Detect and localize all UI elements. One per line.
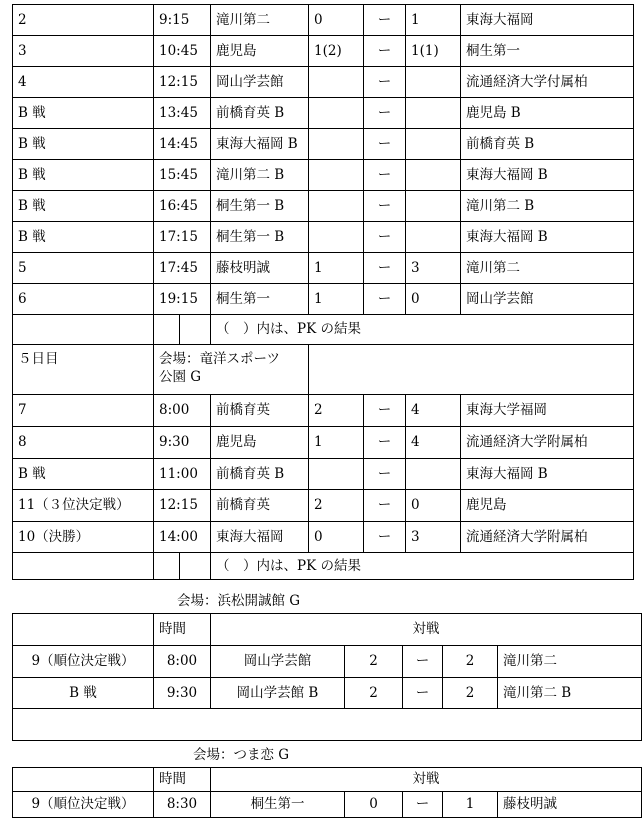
venue-line-2: 公園 G	[159, 369, 202, 386]
kickoff-time: 13:45	[154, 98, 211, 129]
match-number: 5	[13, 253, 154, 284]
home-score	[309, 160, 364, 191]
table-row	[13, 646, 642, 678]
kickoff-time: 19:15	[154, 284, 211, 315]
kickoff-time: 17:45	[154, 253, 211, 284]
kickoff-time: 12:15	[154, 67, 211, 98]
home-score: 2	[345, 678, 403, 709]
away-team: 藤枝明誠	[498, 792, 642, 818]
schedule-table-hamamatsu	[12, 613, 642, 741]
home-team: 藤枝明誠	[211, 253, 309, 284]
away-score: 2	[443, 678, 498, 709]
home-team: 前橋育英 B	[211, 98, 309, 129]
score-dash: ー	[364, 459, 406, 490]
score-dash: ー	[364, 98, 406, 129]
kickoff-time: 10:45	[154, 36, 211, 67]
table-row	[13, 98, 634, 129]
match-number: 11（３位決定戦）	[13, 490, 154, 522]
away-team: 滝川第二 B	[498, 678, 642, 709]
away-score	[406, 191, 461, 222]
schedule-table-main	[12, 4, 634, 580]
table-row	[13, 792, 642, 818]
home-score	[309, 191, 364, 222]
match-header: 対戦	[211, 768, 642, 792]
score-dash: ー	[403, 678, 443, 709]
home-team: 前橋育英	[211, 490, 309, 522]
away-score: 0	[406, 284, 461, 315]
empty-cell	[13, 553, 154, 580]
away-team: 鹿児島 B	[461, 98, 634, 129]
home-score	[309, 67, 364, 98]
day-venue-row	[13, 345, 634, 395]
home-team: 滝川第二 B	[211, 160, 309, 191]
home-score	[309, 459, 364, 490]
pk-note: （ ）内は、PK の結果	[211, 315, 634, 345]
table-header-row	[13, 768, 642, 792]
score-dash: ー	[364, 253, 406, 284]
home-score	[309, 98, 364, 129]
score-dash: ー	[364, 395, 406, 427]
match-number: B 戦	[13, 191, 154, 222]
score-dash: ー	[364, 5, 406, 36]
empty-cell	[13, 315, 154, 345]
table-row	[13, 395, 634, 427]
away-score	[406, 459, 461, 490]
home-team: 岡山学芸館 B	[211, 678, 345, 709]
score-dash: ー	[403, 646, 443, 678]
table-row	[13, 129, 634, 160]
match-number: 4	[13, 67, 154, 98]
kickoff-time: 9:15	[154, 5, 211, 36]
away-team: 滝川第二 B	[461, 191, 634, 222]
kickoff-time: 11:00	[154, 459, 211, 490]
away-score: 1	[443, 792, 498, 818]
kickoff-time: 8:00	[154, 395, 211, 427]
match-number: B 戦	[13, 459, 154, 490]
score-dash: ー	[403, 792, 443, 818]
match-number: 9（順位決定戦）	[13, 646, 154, 678]
away-score: 4	[406, 427, 461, 459]
home-score: 1	[309, 284, 364, 315]
table-row	[13, 522, 634, 553]
match-number: B 戦	[13, 129, 154, 160]
score-dash: ー	[364, 490, 406, 522]
home-score	[309, 222, 364, 253]
empty-cell	[13, 768, 154, 792]
score-dash: ー	[364, 36, 406, 67]
home-team: 岡山学芸館	[211, 646, 345, 678]
home-score: 1	[309, 253, 364, 284]
home-score: 2	[309, 490, 364, 522]
home-score: 1(2)	[309, 36, 364, 67]
home-score: 2	[309, 395, 364, 427]
away-team: 滝川第二	[461, 253, 634, 284]
home-score: 0	[309, 522, 364, 553]
table-row	[13, 490, 634, 522]
away-team: 滝川第二	[498, 646, 642, 678]
empty-cell	[180, 315, 211, 345]
venue-caption-hamamatsu: 会場：浜松開誠館 G	[177, 593, 301, 609]
away-score: 0	[406, 490, 461, 522]
match-number: 7	[13, 395, 154, 427]
match-number: 10（決勝）	[13, 522, 154, 553]
venue-label	[154, 345, 309, 395]
match-number: 6	[13, 284, 154, 315]
away-team: 流通経済大学付属柏	[461, 67, 634, 98]
away-team: 東海大福岡 B	[461, 160, 634, 191]
away-team: 流通経済大学附属柏	[461, 522, 634, 553]
away-score: 3	[406, 253, 461, 284]
away-team: 東海大福岡	[461, 5, 634, 36]
time-header: 時間	[154, 768, 211, 792]
away-score: 3	[406, 522, 461, 553]
table-row	[13, 36, 634, 67]
away-score: 1	[406, 5, 461, 36]
day-label: ５日目	[13, 345, 154, 395]
kickoff-time: 17:15	[154, 222, 211, 253]
away-score: 4	[406, 395, 461, 427]
kickoff-time: 14:00	[154, 522, 211, 553]
home-team: 鹿児島	[211, 36, 309, 67]
score-dash: ー	[364, 191, 406, 222]
table-row	[13, 67, 634, 98]
score-dash: ー	[364, 67, 406, 98]
kickoff-time: 16:45	[154, 191, 211, 222]
kickoff-time: 9:30	[154, 427, 211, 459]
home-team: 東海大福岡 B	[211, 129, 309, 160]
away-score	[406, 129, 461, 160]
match-header: 対戦	[211, 614, 642, 646]
away-team: 鹿児島	[461, 490, 634, 522]
score-dash: ー	[364, 222, 406, 253]
away-score: 1(1)	[406, 36, 461, 67]
home-team: 桐生第一	[211, 792, 345, 818]
score-dash: ー	[364, 522, 406, 553]
score-dash: ー	[364, 160, 406, 191]
pk-note: （ ）内は、PK の結果	[211, 553, 634, 580]
home-team: 鹿児島	[211, 427, 309, 459]
match-number: 8	[13, 427, 154, 459]
empty-cell	[154, 553, 180, 580]
table-row	[13, 427, 634, 459]
home-team: 東海大福岡	[211, 522, 309, 553]
table-row	[13, 253, 634, 284]
home-score: 0	[345, 792, 403, 818]
kickoff-time: 9:30	[154, 678, 211, 709]
away-score	[406, 222, 461, 253]
table-row	[13, 191, 634, 222]
home-team: 前橋育英 B	[211, 459, 309, 490]
score-dash: ー	[364, 129, 406, 160]
match-number: B 戦	[13, 98, 154, 129]
pk-note-row	[13, 553, 634, 580]
table-row	[13, 678, 642, 709]
home-team: 前橋育英	[211, 395, 309, 427]
score-dash: ー	[364, 284, 406, 315]
kickoff-time: 8:00	[154, 646, 211, 678]
away-team: 東海大福岡 B	[461, 222, 634, 253]
empty-row	[13, 709, 642, 741]
match-number: B 戦	[13, 160, 154, 191]
empty-cell	[13, 614, 154, 646]
match-number: B 戦	[13, 222, 154, 253]
table-row	[13, 459, 634, 490]
home-team: 桐生第一	[211, 284, 309, 315]
score-dash: ー	[364, 427, 406, 459]
away-team: 前橋育英 B	[461, 129, 634, 160]
venue-caption-tsumakoi: 会場：つま恋 G	[193, 747, 290, 763]
match-number: 9（順位決定戦）	[13, 792, 154, 818]
away-team: 岡山学芸館	[461, 284, 634, 315]
table-row	[13, 5, 634, 36]
kickoff-time: 8:30	[154, 792, 211, 818]
match-number: 2	[13, 5, 154, 36]
away-team: 東海大福岡 B	[461, 459, 634, 490]
empty-cell	[180, 553, 211, 580]
home-team: 桐生第一 B	[211, 191, 309, 222]
away-team: 東海大学福岡	[461, 395, 634, 427]
away-score: 2	[443, 646, 498, 678]
away-team: 流通経済大学附属柏	[461, 427, 634, 459]
kickoff-time: 15:45	[154, 160, 211, 191]
away-score	[406, 160, 461, 191]
away-team: 桐生第一	[461, 36, 634, 67]
empty-cell	[154, 315, 180, 345]
kickoff-time: 12:15	[154, 490, 211, 522]
home-team: 桐生第一 B	[211, 222, 309, 253]
match-number: B 戦	[13, 678, 154, 709]
home-score: 1	[309, 427, 364, 459]
schedule-table-tsumakoi	[12, 767, 642, 818]
home-team: 岡山学芸館	[211, 67, 309, 98]
table-row	[13, 222, 634, 253]
home-score	[309, 129, 364, 160]
table-row	[13, 284, 634, 315]
match-number: 3	[13, 36, 154, 67]
pk-note-row	[13, 315, 634, 345]
table-row	[13, 160, 634, 191]
home-team: 滝川第二	[211, 5, 309, 36]
home-score: 2	[345, 646, 403, 678]
empty-cell	[309, 345, 634, 395]
table-header-row	[13, 614, 642, 646]
time-header: 時間	[154, 614, 211, 646]
home-score: 0	[309, 5, 364, 36]
kickoff-time: 14:45	[154, 129, 211, 160]
empty-cell	[13, 709, 642, 741]
venue-line-1: 会場：竜洋スポーツ	[159, 351, 280, 367]
away-score	[406, 67, 461, 98]
away-score	[406, 98, 461, 129]
